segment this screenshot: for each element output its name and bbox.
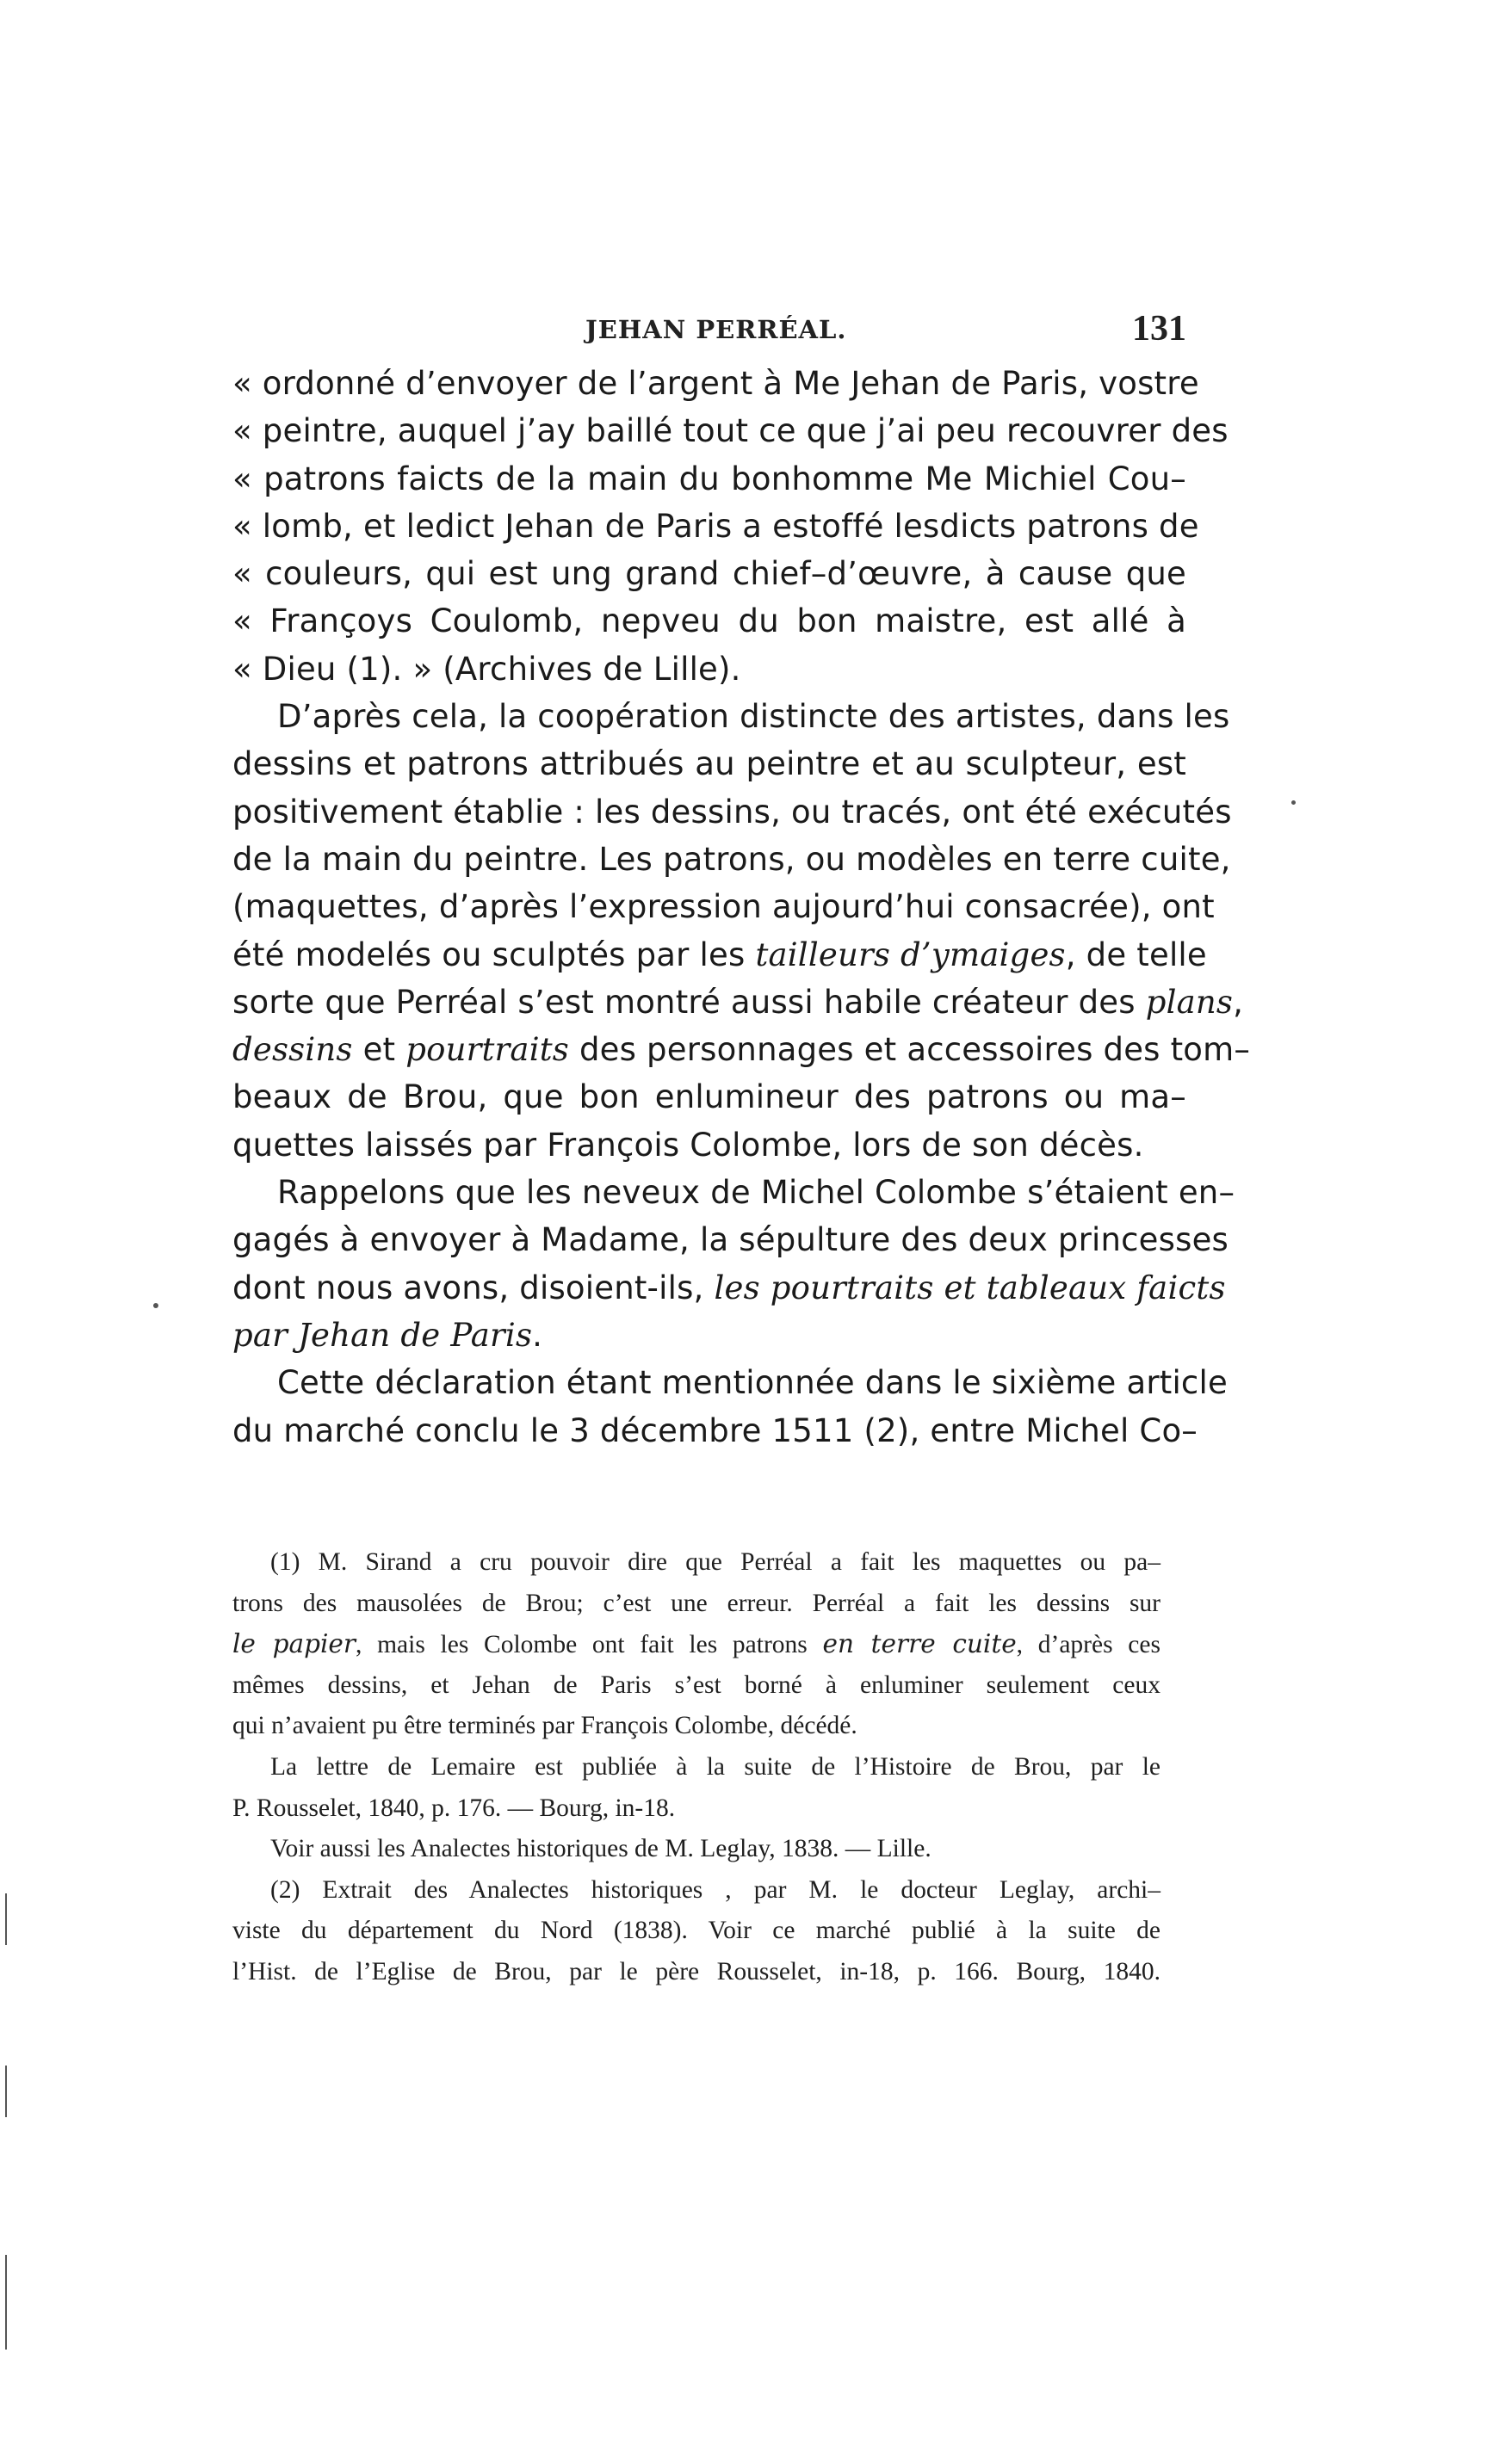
footnote-line: (2) Extrait des Analectes historiques , par M. le docteur Leglay, archi– — [270, 1875, 1160, 1904]
footnote-line: mêmes dessins, et Jehan de Paris s’est borné à enluminer seulement ceux — [232, 1670, 1160, 1699]
italic-segment: dessins — [232, 1031, 353, 1069]
text-segment: et — [352, 1031, 406, 1069]
scan-mark — [5, 2066, 7, 2117]
scan-mark — [1291, 800, 1296, 805]
text-line: du marché conclu le 3 décembre 1511 (2), entre Michel Co– — [232, 1411, 1198, 1449]
text-segment: , de telle — [1065, 936, 1207, 973]
scan-mark — [153, 1303, 158, 1308]
text-segment: , mais les Colombe ont fait les patrons — [355, 1631, 808, 1659]
text-line: « Françoys Coulomb, nepveu du bon maistre, est allé à — [232, 602, 1186, 640]
footnote-line: l’Hist. de l’Eglise de Brou, par le père Rousselet, in-18, p. 166. Bourg, 1840. — [232, 1957, 1160, 1985]
text-segment: sorte que Perréal s’est montré aussi habile créateur des — [232, 983, 1136, 1021]
footnote-line: qui n’avaient pu être terminés par François Colombe, décédé. — [232, 1712, 857, 1740]
italic-segment: plans — [1145, 983, 1234, 1021]
footnote-line: (1) M. Sirand a cru pouvoir dire que Perréal a fait les maquettes ou pa– — [270, 1548, 1160, 1576]
text-line: (maquettes, d’après l’expression aujourd’hui consacrée), ont — [232, 888, 1215, 926]
text-line: de la main du peintre. Les patrons, ou modèles en terre cuite, — [232, 840, 1231, 878]
text-line: « patrons faicts de la main du bonhomme Me Michiel Cou– — [232, 460, 1186, 497]
text-line: « peintre, auquel j’ay baillé tout ce que j’ai peu recouvrer des — [232, 412, 1229, 450]
footnote-line: viste du département du Nord (1838). Voir ce marché publié à la suite de — [232, 1917, 1160, 1945]
text-line: « couleurs, qui est ung grand chief–d’œuvre, à cause que — [232, 555, 1186, 593]
text-line: « lomb, et ledict Jehan de Paris a estoffé lesdicts patrons de — [232, 507, 1199, 545]
footnote-line: La lettre de Lemaire est publiée à la suite de l’Histoire de Brou, par le — [270, 1752, 1160, 1781]
footnote-line: Voir aussi les Analectes historiques de M. Leglay, 1838. — Lille. — [270, 1835, 931, 1863]
text-line: gagés à envoyer à Madame, la sépulture des deux princesses — [232, 1221, 1229, 1259]
italic-segment: les pourtraits et tableaux faicts — [714, 1269, 1226, 1306]
text-line — [232, 979, 1244, 1026]
italic-segment: par Jehan de Paris — [232, 1316, 533, 1354]
text-line: « ordonné d’envoyer de l’argent à Me Jehan de Paris, vostre — [232, 365, 1199, 402]
text-segment: été modelés ou sculptés par les — [232, 936, 746, 973]
scan-mark — [5, 2255, 7, 2350]
text-line: positivement établie : les dessins, ou tracés, ont été exécutés — [232, 793, 1232, 831]
text-segment: , — [1233, 983, 1244, 1021]
text-segment: des personnages et accessoires des tom– — [569, 1031, 1251, 1069]
running-head — [232, 308, 1186, 351]
text-line — [232, 1026, 1251, 1073]
text-line — [232, 931, 1207, 979]
text-segment: dont nous avons, disoient-ils, — [232, 1269, 704, 1306]
text-line: « Dieu (1). » (Archives de Lille). — [232, 650, 741, 688]
scan-mark — [5, 1893, 7, 1945]
italic-segment: tailleurs d’ymaiges — [755, 936, 1066, 973]
paragraph-start-line: D’après cela, la coopération distincte des artistes, dans les — [277, 698, 1230, 736]
footnotes — [232, 1542, 1160, 1993]
text-line: dessins et patrons attribués au peintre et au sculpteur, est — [232, 745, 1186, 783]
page-number: 131 — [1132, 309, 1186, 349]
footnote-line: trons des mausolées de Brou; c’est une erreur. Perréal a fait les dessins sur — [232, 1589, 1160, 1617]
text-line: beaux de Brou, que bon enlumineur des patrons ou ma– — [232, 1078, 1186, 1116]
italic-segment: en terre cuite — [822, 1629, 1017, 1659]
running-title: JEHAN PERRÉAL. — [585, 315, 847, 344]
paragraph-start-line: Cette déclaration étant mentionnée dans le sixième article — [277, 1364, 1228, 1402]
text-segment: , d’après ces — [1016, 1631, 1160, 1659]
italic-segment: pourtraits — [405, 1031, 569, 1069]
text-line — [232, 1312, 1186, 1359]
paragraph-start-line: Rappelons que les neveux de Michel Colombe s’étaient en– — [277, 1174, 1235, 1212]
footnote-line: P. Rousselet, 1840, p. 176. — Bourg, in-18. — [232, 1794, 676, 1822]
italic-segment: le papier — [232, 1629, 356, 1659]
text-line: quettes laissés par François Colombe, lors de son décès. — [232, 1126, 1144, 1164]
footnote-line — [232, 1624, 1160, 1665]
text-segment: . — [532, 1316, 543, 1354]
text-line — [232, 1264, 1226, 1312]
main-text — [232, 360, 1251, 1454]
